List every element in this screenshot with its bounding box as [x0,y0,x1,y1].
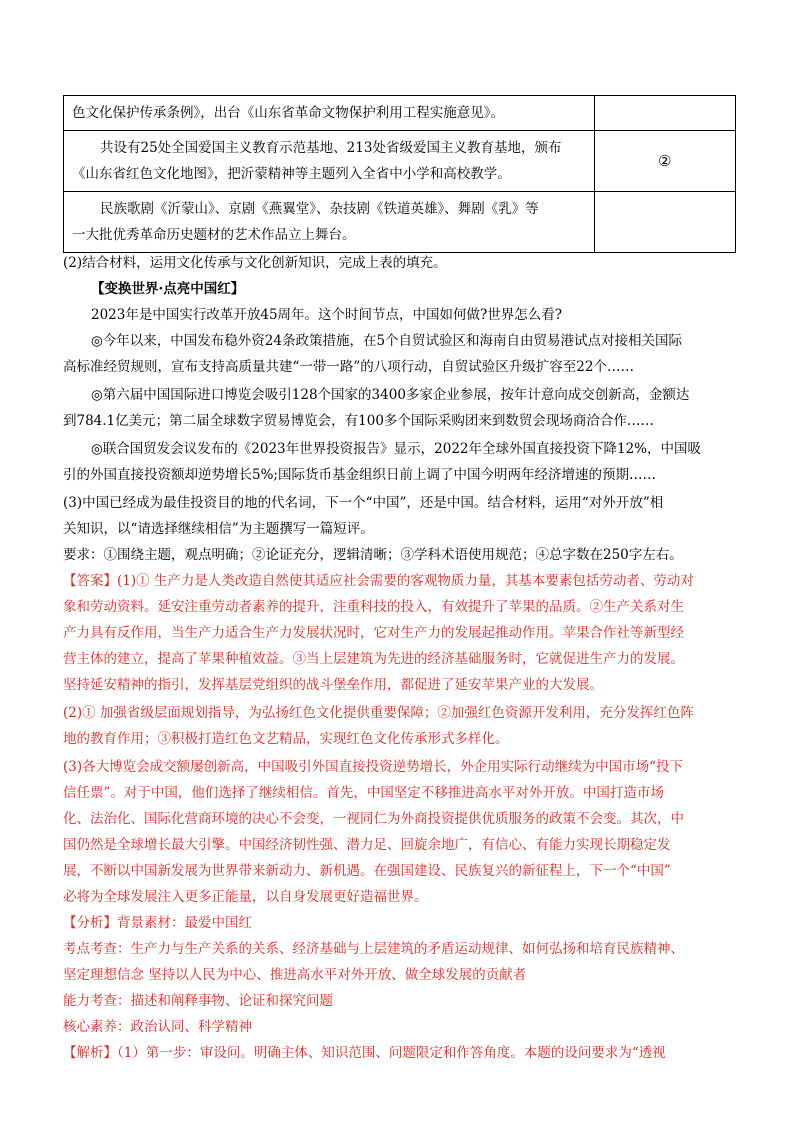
answer-text: (1)① 生产力是人类改造自然使其适应社会需要的客观物质力量，其基本要素包括劳动者、劳动对 [117,573,694,589]
question-3: (3)中国已经成为最佳投资目的地的代名词，下一个“中国”，还是中国。结合材料，运用“对外开放”相 [63,495,664,511]
analysis-label: 【分析】 [63,915,117,931]
table-row [64,131,736,192]
table-cell-mark: ② [594,131,735,192]
table-cell [64,96,595,131]
material-line: ◎今年以来，中国发布稳外资24条政策措施，在5个自贸试验区和海南自由贸易港试点对接相关国际 [91,333,683,349]
analysis-line [63,910,737,936]
table-cell [64,192,595,253]
answer-line: 展，不断以中国新发展为世界带来新动力、新机遇。在强国建设、民族复兴的新征程上，下一个“中国” [63,863,671,879]
table-cell-mark [594,96,735,131]
answer-line: 地的教育作用；③积极打造红色文艺精品，实现红色文化传承形式多样化。 [63,731,509,747]
answer-line: 化、法治化、国际化营商环境的决心不会变，一视同仁为外商投资提供优质服务的政策不会变。其次，中 [63,811,684,827]
explanation-line [63,1040,737,1066]
answer-line: 坚持延安精神的指引，发挥基层党组织的战斗堡垒作用，都促进了延安苹果产业的大发展。 [63,677,603,693]
cell-line: 共设有25处全国爱国主义教育示范基地、213处省级爱国主义教育基地，颁布 [100,140,562,156]
intro-text: 2023年是中国实行改革开放45周年。这个时间节点，中国如何做?世界怎么看? [91,307,563,323]
cell-line: 民族歌剧《沂蒙山》、京剧《燕翼堂》、杂技剧《铁道英雄》、舞剧《乳》等 [100,201,539,217]
analysis-text: 背景素材：最爱中国红 [117,915,252,931]
material-line: ◎联合国贸发会议发布的《2023年世界投资报告》显示，2022年全球外国直接投资下降12%，中国吸 [91,441,701,457]
table-row [64,192,736,253]
section-title: 【变换世界·点亮中国红】 [91,281,245,297]
material-line: 引的外国直接投资额却逆势增长5%;国际货币基金组织日前上调了中国今明两年经济增速的预期…… [63,467,656,483]
answer-line [63,568,737,594]
answer-line: 象和劳动资料。延安注重劳动者素养的提升，注重科技的投入，有效提升了苹果的品质。②生产关系对生 [63,599,684,615]
material-line: ◎第六届中国国际进口博览会吸引128个国家的3400多家企业参展，按年计意向成交创新高，金额达 [91,387,690,403]
question-2: (2)结合材料，运用文化传承与文化创新知识，完成上表的填充。 [63,255,447,271]
material-line: 到784.1亿美元；第二届全球数字贸易博览会，有100多个国际采购团来到数贸会现场商洽合作…… [63,413,654,429]
answer-line: (3)各大博览会成交额屡创新高，中国吸引外国直接投资逆势增长，外企用实际行动继续为中国市场“投下 [63,759,684,775]
answer-line: 信任票”。对于中国，他们选择了继续相信。首先，中国坚定不移推进高水平对外开放。中国打造市场 [63,785,664,801]
analysis-line: 考点考查：生产力与生产关系的关系、经济基础与上层建筑的矛盾运动规律、如何弘扬和培育民族精神、 [63,941,684,957]
table-row [64,96,736,131]
table-cell-mark [594,192,735,253]
analysis-line: 能力考查：描述和阐释事物、论证和探究问题 [63,993,333,1009]
explanation-text: （1）第一步：审设问。明确主体、知识范围、问题限定和作答角度。本题的设问要求为“透视 [117,1045,666,1061]
analysis-line: 核心素养：政治认同、科学精神 [63,1019,252,1035]
fill-table [63,95,736,253]
analysis-line: 坚定理想信念 坚持以人民为中心、推进高水平对外开放、做全球发展的贡献者 [63,967,527,983]
answer-label: 【答案】 [63,573,117,589]
explanation-label: 【解析】 [63,1045,117,1061]
answer-line: 必将为全球发展注入更多正能量，以自身发展更好造福世界。 [63,889,428,905]
answer-line: 国仍然是全球增长最大引擎。中国经济韧性强、潜力足、回旋余地广，有信心、有能力实现长期稳定发 [63,837,671,853]
answer-line: (2)① 加强省级层面规划指导，为弘扬红色文化提供重要保障；②加强红色资源开发利用，充分发挥红色阵 [63,705,694,721]
cell-line: 色文化保护传承条例》，出台《山东省革命文物保护利用工程实施意见》。 [72,105,504,121]
material-line: 高标准经贸规则，宣布支持高质量共建“一带一路”的八项行动，自贸试验区升级扩容至22个…… [63,359,634,375]
question-3: 关知识，以“请选择继续相信”为主题撰写一篇短评。 [63,521,374,537]
cell-line: 《山东省红色文化地图》，把沂蒙精神等主题列入全省中小学和高校教学。 [72,166,511,182]
answer-line: 产力具有反作用，当生产力适合生产力发展状况时，它对生产力的发展起推动作用。苹果合作社等新型经 [63,625,684,641]
answer-line: 营主体的建立，提高了苹果种植效益。③当上层建筑为先进的经济基础服务时，它就促进生产力的发展。 [63,651,684,667]
cell-line: 一大批优秀革命历史题材的艺术作品立上舞台。 [72,227,356,243]
requirement: 要求：①围绕主题，观点明确；②论证充分，逻辑清晰；③学科术语使用规范；④总字数在250字左右。 [63,547,683,563]
table-cell [64,131,595,192]
